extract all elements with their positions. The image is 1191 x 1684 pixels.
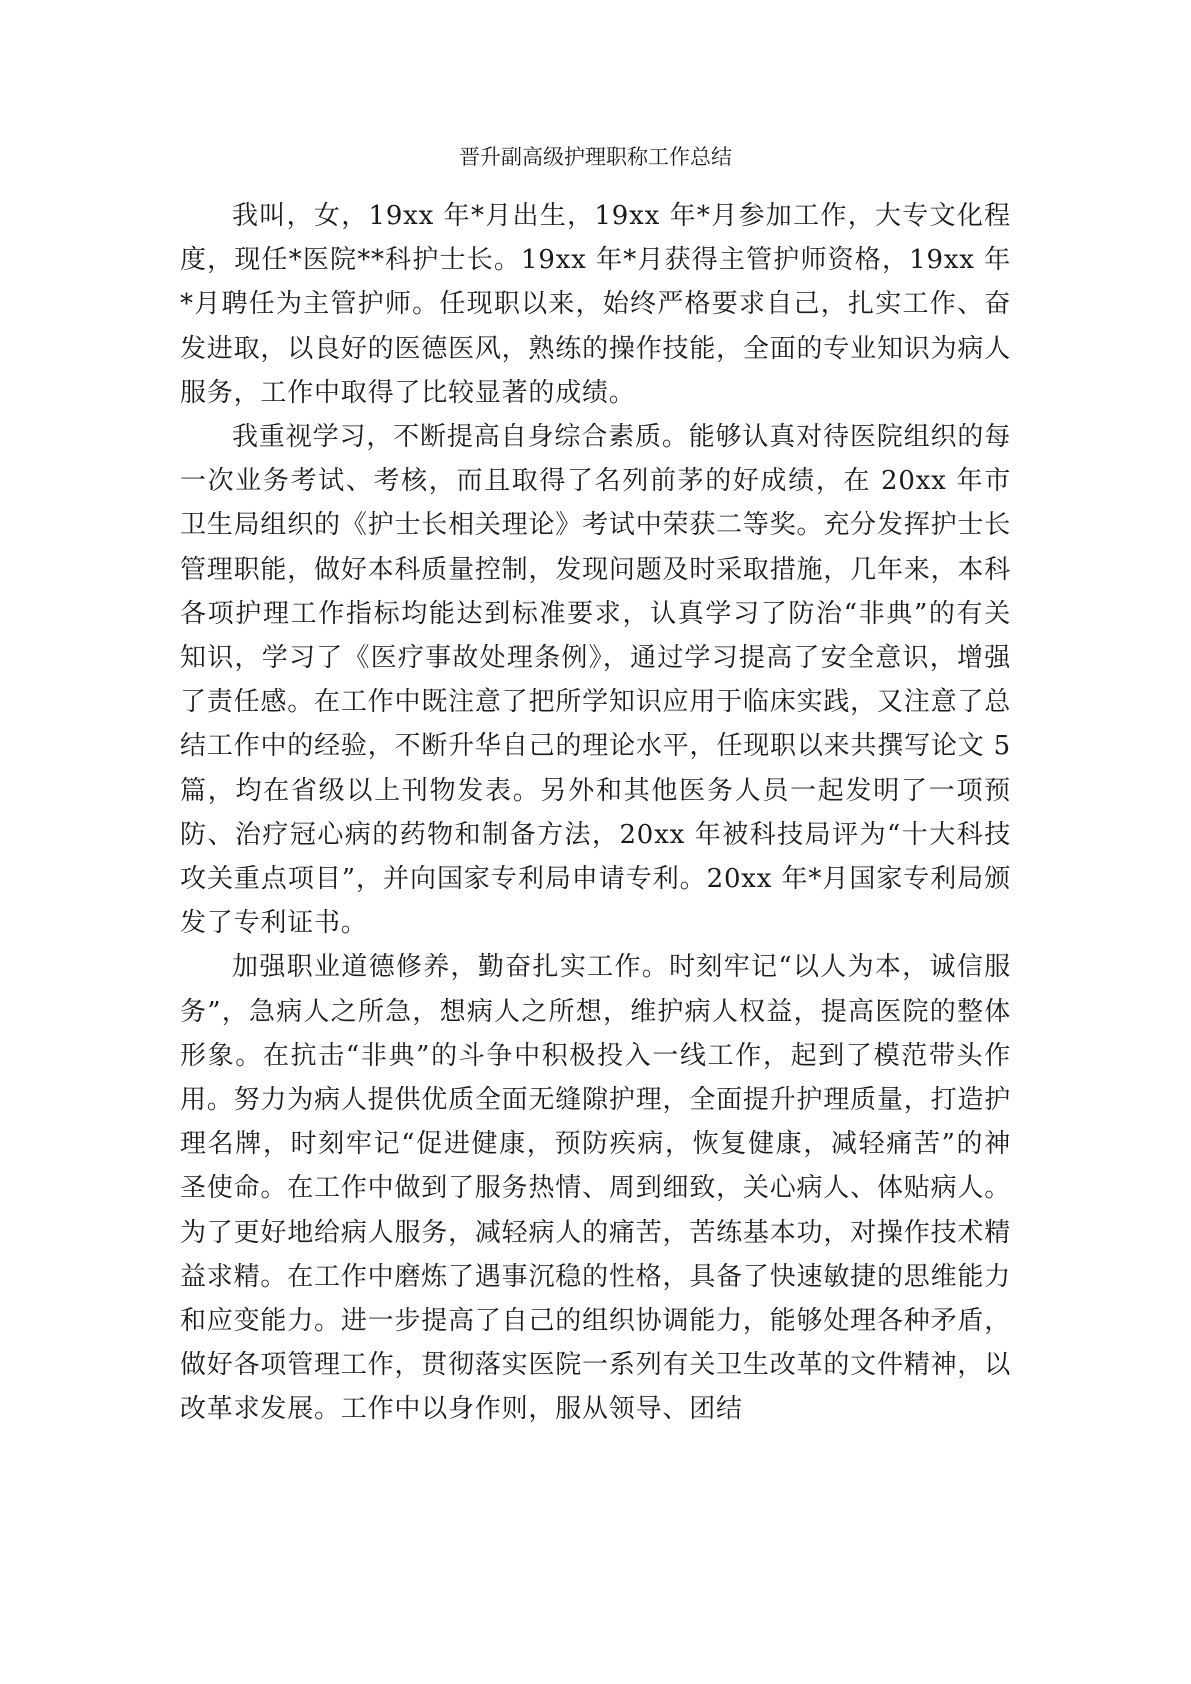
document-title: 晋升副高级护理职称工作总结: [459, 145, 732, 169]
paragraph-ethics: 加强职业道德修养，勤奋扎实工作。时刻牢记“以人为本，诚信服务”，急病人之所急，想病人之所想，维护病人权益，提高医院的整体形象。在抗击“非典”的斗争中积极投入一线工作，起到了模范带头作用。努力为病人提供优质全面无缝隙护理，全面提升护理质量，打造护理名牌，时刻牢记“促进健康，预防疾病，恢复健康，减轻痛苦”的神圣使命。在工作中做到了服务热情、周到细致，关心病人、体贴病人。为了更好地给病人服务，减轻病人的痛苦，苦练基本功，对操作技术精益求精。在工作中磨炼了遇事沉稳的性格，具备了快速敏捷的思维能力和应变能力。进一步提高了自己的组织协调能力，能够处理各种矛盾，做好各项管理工作，贯彻落实医院一系列有关卫生改革的文件精神，以改革求发展。工作中以身作则，服从领导、团结: [180, 952, 1011, 1425]
paragraph-learning: 我重视学习，不断提高自身综合素质。能够认真对待医院组织的每一次业务考试、考核，而且取得了名列前茅的好成绩，在 20xx 年市卫生局组织的《护士长相关理论》考试中荣获二等奖。充分发挥护士长管理职能，做好本科质量控制，发现问题及时采取措施，几年来，本科各项护理工作指标均能达到标准要求，认真学习了防治“非典”的有关知识，学习了《医疗事故处理条例》，通过学习提高了安全意识，增强了责任感。在工作中既注意了把所学知识应用于临床实践，又注意了总结工作中的经验，不断升华自己的理论水平，任现职以来共撰写论文 5 篇，均在省级以上刊物发表。另外和其他医务人员一起发明了一项预防、治疗冠心病的药物和制备方法，20xx 年被科技局评为“十大科技攻关重点项目”，并向国家专利局申请专利。20xx 年*月国家专利局颁发了专利证书。: [180, 422, 1011, 939]
document-body: [180, 194, 1011, 1432]
paragraph-personal-info: 我叫，女，19xx 年*月出生，19xx 年*月参加工作，大专文化程度，现任*医院**科护士长。19xx 年*月获得主管护师资格，19xx 年*月聘任为主管护师。任现职以来，始终严格要求自己，扎实工作、奋发进取，以良好的医德医风，熟练的操作技能，全面的专业知识为病人服务，工作中取得了比较显著的成绩。: [180, 201, 1011, 408]
